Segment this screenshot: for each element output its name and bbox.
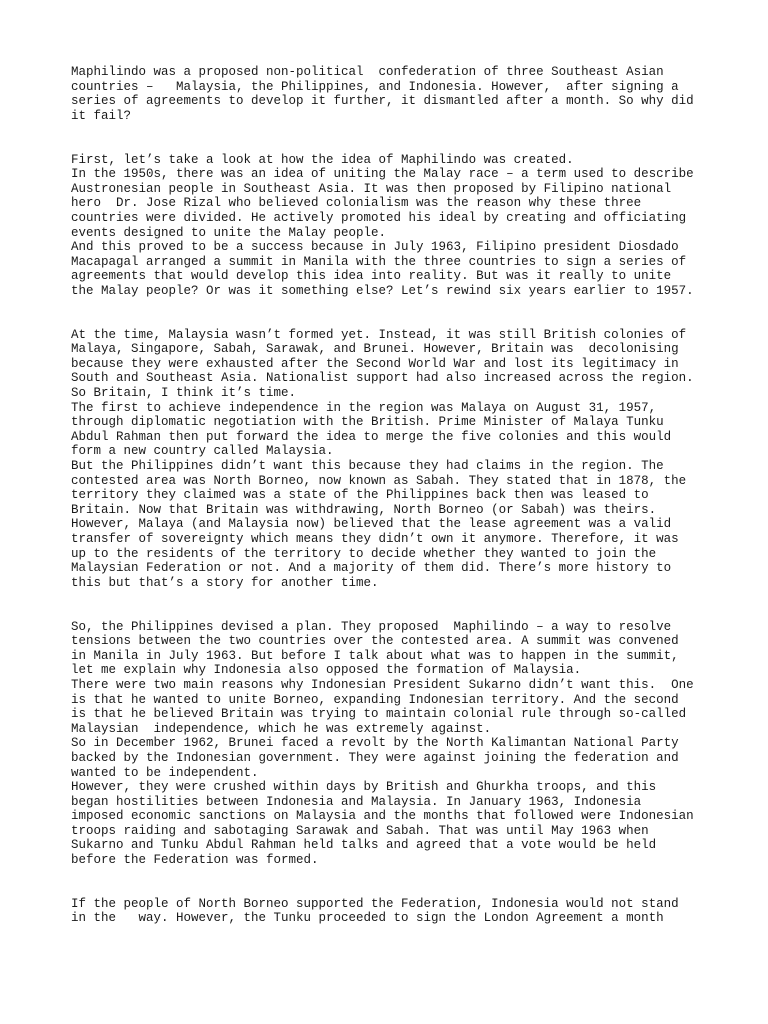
text-line: series of agreements to develop it further, it dismantled after a month. So why did — [71, 94, 694, 109]
text-line: through diplomatic negotiation with the British. Prime Minister of Malaya Tunku — [71, 415, 664, 430]
text-line: But the Philippines didn’t want this because they had claims in the region. The — [71, 459, 664, 474]
text-line: territory they claimed was a state of the Philippines back then was leased to — [71, 488, 649, 503]
text-line: tensions between the two countries over the contested area. A summit was convened — [71, 634, 679, 649]
text-line: Malaysian independence, which he was extremely against. — [71, 721, 492, 736]
text-line: it fail? — [71, 108, 132, 123]
text-line: in Manila in July 1963. But before I talk about what was to happen in the summit, — [71, 648, 679, 663]
text-line: in the way. However, the Tunku proceeded to sign the London Agreement a month — [71, 911, 664, 926]
text-line: events designed to unite the Malay people. — [71, 225, 387, 240]
text-line: is that he wanted to unite Borneo, expanding Indonesian territory. And the second — [71, 692, 679, 707]
text-line: In the 1950s, there was an idea of uniting the Malay race – a term used to describe — [71, 167, 694, 182]
text-line: before the Federation was formed. — [71, 853, 319, 868]
text-line: because they were exhausted after the Second World War and lost its legitimacy in — [71, 356, 679, 371]
text-line: Austronesian people in Southeast Asia. It was then proposed by Filipino national — [71, 181, 672, 196]
text-line: began hostilities between Indonesia and Malaysia. In January 1963, Indonesia — [71, 794, 642, 809]
text-line: And this proved to be a success because in July 1963, Filipino president Diosdado — [71, 240, 679, 255]
text-line: Abdul Rahman then put forward the idea to merge the five colonies and this would — [71, 429, 672, 444]
text-line: There were two main reasons why Indonesian President Sukarno didn’t want this. One — [71, 677, 694, 692]
document-page — [71, 65, 731, 955]
text-line: Britain. Now that Britain was withdrawing, North Borneo (or Sabah) was theirs. — [71, 502, 657, 517]
text-line: transfer of sovereignty which means they didn’t own it anymore. Therefore, it was — [71, 532, 679, 546]
text-line: form a new country called Malaysia. — [71, 444, 334, 459]
text-line: countries were divided. He actively promoted his ideal by creating and officiating — [71, 210, 687, 225]
text-line: up to the residents of the territory to decide whether they wanted to join the — [71, 546, 657, 561]
text-line: At the time, Malaysia wasn’t formed yet. Instead, it was still British colonies of — [71, 327, 687, 342]
text-line: Sukarno and Tunku Abdul Rahman held talks and agreed that a vote would be held — [71, 838, 657, 853]
text-line: this but that’s a story for another time. — [71, 575, 379, 590]
text-line: South and Southeast Asia. Nationalist support had also increased across the region. — [71, 371, 694, 386]
text-line: So in December 1962, Brunei faced a revolt by the North Kalimantan National Party — [71, 736, 679, 751]
text-line: First, let’s take a look at how the idea of Maphilindo was created. — [71, 152, 574, 167]
text-line: is that he believed Britain was trying to maintain colonial rule through so-called — [71, 707, 687, 722]
text-line: Maphilindo was a proposed non-political confederation of three Southeast Asian — [71, 65, 664, 79]
paragraph-vote — [71, 897, 731, 926]
paragraph-origins — [71, 153, 731, 299]
text-line: Malaysian Federation or not. And a majority of them did. There’s more history to — [71, 561, 672, 576]
text-line: contested area was North Borneo, now known as Sabah. They stated that in 1878, the — [71, 473, 687, 488]
text-line: countries – Malaysia, the Philippines, and Indonesia. However, after signing a — [71, 79, 679, 94]
text-line: backed by the Indonesian government. They were against joining the federation and — [71, 750, 679, 765]
text-line: wanted to be independent. — [71, 765, 259, 780]
text-line: However, they were crushed within days by British and Ghurkha troops, and this — [71, 780, 657, 795]
text-line: let me explain why Indonesia also opposed the formation of Malaysia. — [71, 663, 582, 678]
text-line: Malaya, Singapore, Sabah, Sarawak, and Brunei. However, Britain was decolonising — [71, 342, 679, 357]
text-line: So Britain, I think it’s time. — [71, 386, 297, 401]
text-line: imposed economic sanctions on Malaysia and the months that followed were Indonesian — [71, 809, 694, 824]
text-line: Macapagal arranged a summit in Manila with the three countries to sign a series of — [71, 254, 687, 269]
text-line: the Malay people? Or was it something else? Let’s rewind six years earlier to 1957. — [71, 283, 694, 298]
text-line: If the people of North Borneo supported the Federation, Indonesia would not stand — [71, 896, 679, 911]
paragraph-indonesia — [71, 620, 731, 868]
text-line: hero Dr. Jose Rizal who believed colonialism was the reason why these three — [71, 196, 642, 211]
text-line: troops raiding and sabotaging Sarawak and Sabah. That was until May 1963 when — [71, 823, 649, 838]
text-line: So, the Philippines devised a plan. They proposed Maphilindo – a way to resolve — [71, 619, 672, 634]
paragraph-malaysia — [71, 328, 731, 591]
text-line: However, Malaya (and Malaysia now) believed that the lease agreement was a valid — [71, 517, 672, 532]
text-line: agreements that would develop this idea into reality. But was it really to unite — [71, 269, 672, 284]
paragraph-intro — [71, 65, 731, 123]
text-line: The first to achieve independence in the region was Malaya on August 31, 1957, — [71, 400, 657, 415]
